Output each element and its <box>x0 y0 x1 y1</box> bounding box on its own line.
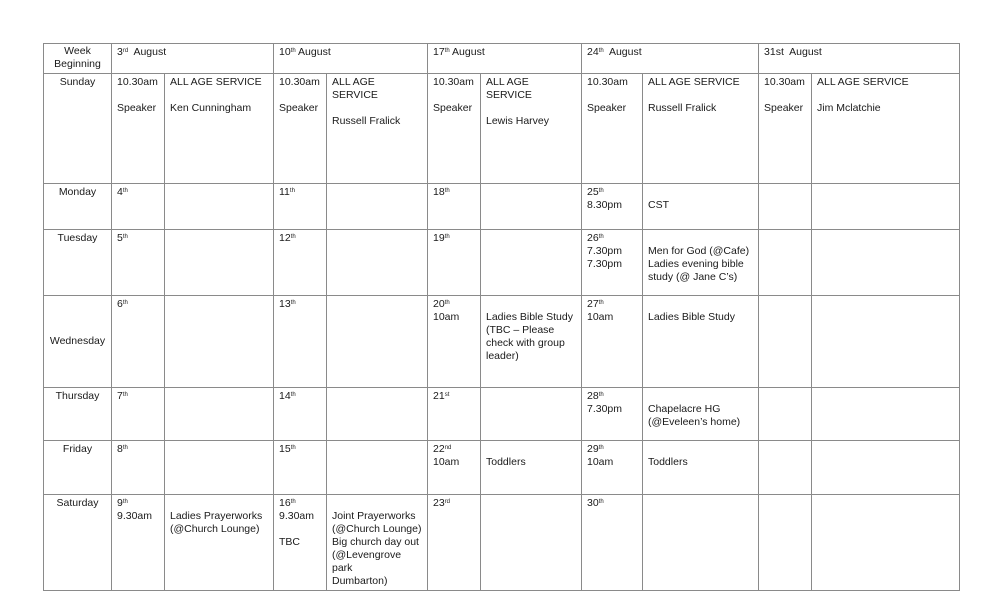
day-label-wednesday: Wednesday <box>44 296 112 388</box>
sunday-w3-detail: ALL AGE SERVICE Lewis Harvey <box>481 74 582 184</box>
day-label-monday: Monday <box>44 184 112 230</box>
thursday-w3-detail <box>481 388 582 441</box>
week-header-1: 3rd August <box>112 44 274 74</box>
monday-row <box>44 184 960 230</box>
friday-w5-detail <box>812 441 960 495</box>
monday-w4-detail: CST <box>643 184 759 230</box>
friday-w2-date: 15th <box>274 441 327 495</box>
saturday-w1-date: 9th 9.30am <box>112 495 165 591</box>
sunday-w4-time: 10.30am Speaker <box>582 74 643 184</box>
week-header-4: 24th August <box>582 44 759 74</box>
monday-w1-date: 4th <box>112 184 165 230</box>
beginning-label: Beginning <box>54 58 101 70</box>
friday-w4-detail: Toddlers <box>643 441 759 495</box>
wednesday-w2-date: 13th <box>274 296 327 388</box>
thursday-w1-date: 7th <box>112 388 165 441</box>
tuesday-w1-detail <box>165 230 274 296</box>
saturday-w1-detail: Ladies Prayerworks (@Church Lounge) <box>165 495 274 591</box>
tuesday-w4-detail: Men for God (@Cafe) Ladies evening bible study (@ Jane C’s) <box>643 230 759 296</box>
tuesday-w4-date: 26th 7.30pm 7.30pm <box>582 230 643 296</box>
monday-w4-date: 25th 8.30pm <box>582 184 643 230</box>
wednesday-w5-detail <box>812 296 960 388</box>
header-row <box>44 44 960 74</box>
saturday-w2-detail: Joint Prayerworks (@Church Lounge) Big church day out (@Levengrove park Dumbarton) <box>327 495 428 591</box>
wednesday-w1-detail <box>165 296 274 388</box>
tuesday-w5-date <box>759 230 812 296</box>
monday-w2-detail <box>327 184 428 230</box>
thursday-w3-date: 21st <box>428 388 481 441</box>
monday-w2-date: 11th <box>274 184 327 230</box>
sunday-row <box>44 74 960 184</box>
day-label-sunday: Sunday <box>44 74 112 184</box>
week-header-5: 31st August <box>759 44 960 74</box>
friday-w3-detail: Toddlers <box>481 441 582 495</box>
wednesday-w3-detail: Ladies Bible Study (TBC – Please check with group leader) <box>481 296 582 388</box>
friday-w5-date <box>759 441 812 495</box>
sunday-w1-time: 10.30am Speaker <box>112 74 165 184</box>
friday-w1-date: 8th <box>112 441 165 495</box>
saturday-w4-date: 30th <box>582 495 643 591</box>
sunday-w1-detail: ALL AGE SERVICE Ken Cunningham <box>165 74 274 184</box>
tuesday-w2-detail <box>327 230 428 296</box>
saturday-w3-detail <box>481 495 582 591</box>
thursday-row <box>44 388 960 441</box>
tuesday-w3-detail <box>481 230 582 296</box>
friday-w3-date: 22nd 10am <box>428 441 481 495</box>
day-label-thursday: Thursday <box>44 388 112 441</box>
sunday-w4-detail: ALL AGE SERVICE Russell Fralick <box>643 74 759 184</box>
sunday-w2-detail: ALL AGE SERVICE Russell Fralick <box>327 74 428 184</box>
schedule-table <box>43 43 960 591</box>
friday-w4-date: 29th 10am <box>582 441 643 495</box>
saturday-w2-date: 16th 9.30am TBC <box>274 495 327 591</box>
tuesday-w3-date: 19th <box>428 230 481 296</box>
week-header-2: 10th August <box>274 44 428 74</box>
wednesday-w3-date: 20th 10am <box>428 296 481 388</box>
thursday-w5-detail <box>812 388 960 441</box>
friday-w2-detail <box>327 441 428 495</box>
wednesday-row <box>44 296 960 388</box>
friday-row <box>44 441 960 495</box>
week-label: Week <box>64 45 91 57</box>
monday-w1-detail <box>165 184 274 230</box>
tuesday-w2-date: 12th <box>274 230 327 296</box>
monday-w5-date <box>759 184 812 230</box>
tuesday-w5-detail <box>812 230 960 296</box>
sunday-w5-detail: ALL AGE SERVICE Jim Mclatchie <box>812 74 960 184</box>
thursday-w4-detail: Chapelacre HG (@Eveleen’s home) <box>643 388 759 441</box>
wednesday-w2-detail <box>327 296 428 388</box>
sunday-w2-time: 10.30am Speaker <box>274 74 327 184</box>
day-label-saturday: Saturday <box>44 495 112 591</box>
day-label-tuesday: Tuesday <box>44 230 112 296</box>
monday-w3-date: 18th <box>428 184 481 230</box>
saturday-row <box>44 495 960 591</box>
thursday-w4-date: 28th 7.30pm <box>582 388 643 441</box>
saturday-w5-date <box>759 495 812 591</box>
thursday-w1-detail <box>165 388 274 441</box>
monday-w3-detail <box>481 184 582 230</box>
thursday-w5-date <box>759 388 812 441</box>
saturday-w3-date: 23rd <box>428 495 481 591</box>
friday-w1-detail <box>165 441 274 495</box>
thursday-w2-date: 14th <box>274 388 327 441</box>
week-header-3: 17th August <box>428 44 582 74</box>
sunday-w3-time: 10.30am Speaker <box>428 74 481 184</box>
monday-w5-detail <box>812 184 960 230</box>
tuesday-row <box>44 230 960 296</box>
saturday-w5-detail <box>812 495 960 591</box>
saturday-w4-detail <box>643 495 759 591</box>
sunday-w5-time: 10.30am Speaker <box>759 74 812 184</box>
week-beginning-header <box>44 44 112 74</box>
tuesday-w1-date: 5th <box>112 230 165 296</box>
wednesday-w5-date <box>759 296 812 388</box>
thursday-w2-detail <box>327 388 428 441</box>
wednesday-w4-date: 27th 10am <box>582 296 643 388</box>
day-label-friday: Friday <box>44 441 112 495</box>
wednesday-w4-detail: Ladies Bible Study <box>643 296 759 388</box>
wednesday-w1-date: 6th <box>112 296 165 388</box>
